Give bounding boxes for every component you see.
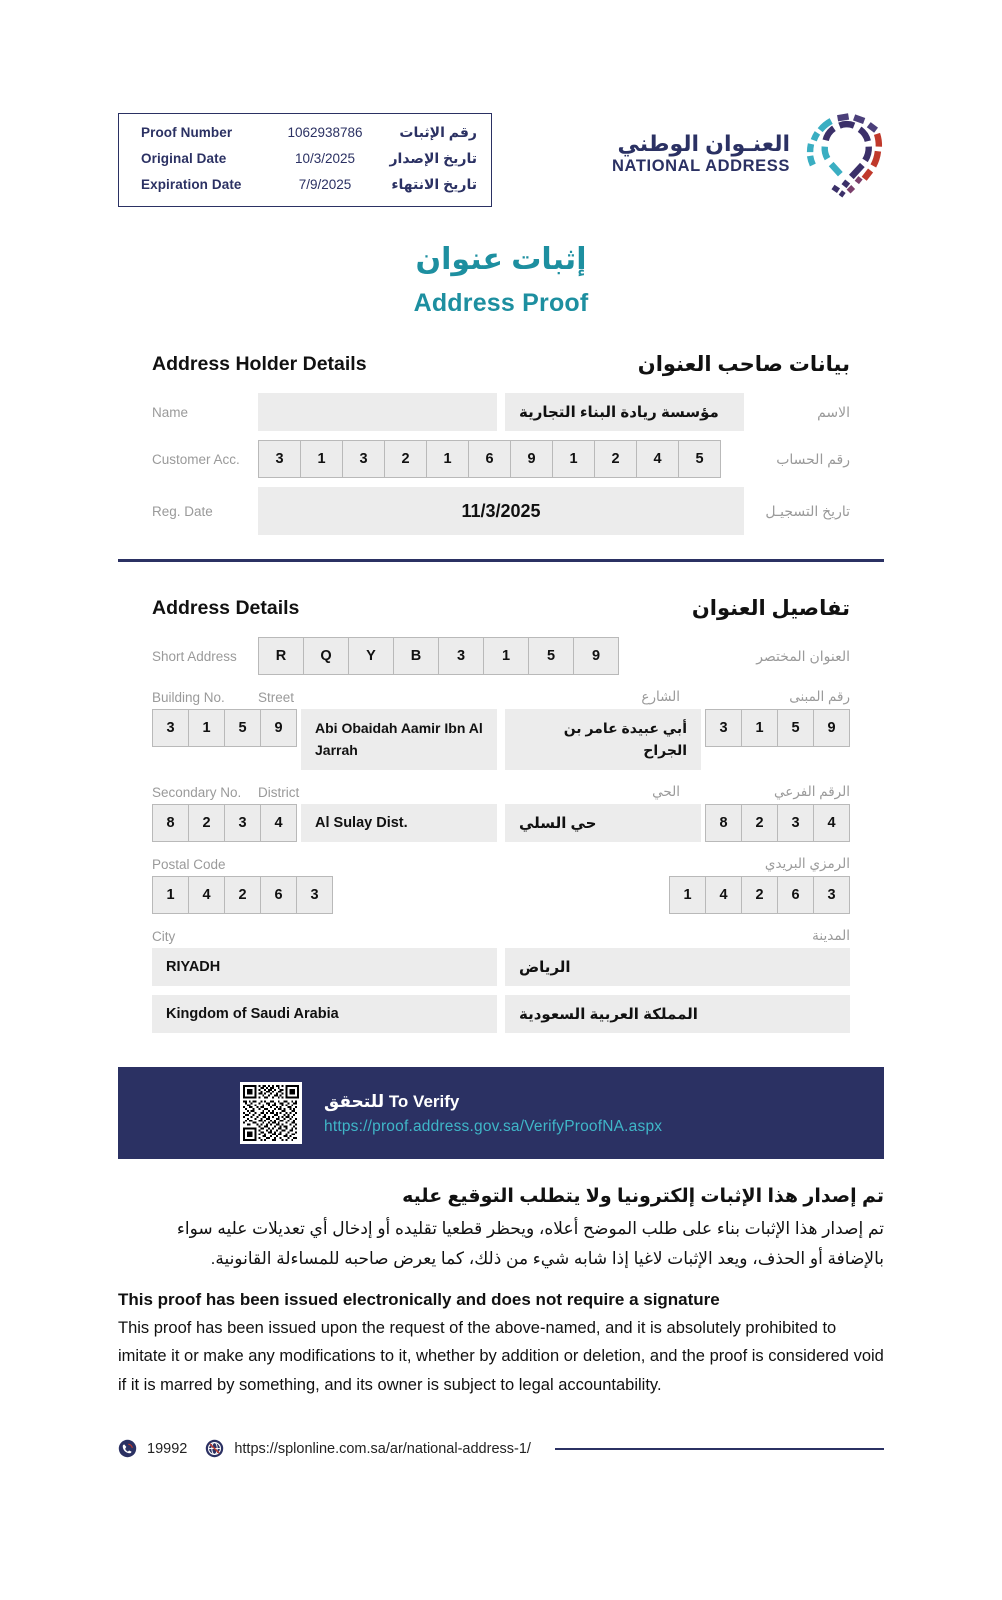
postal-label-en: Postal Code [152, 857, 226, 873]
char-cell: 4 [188, 876, 225, 914]
street-label-en: Street [258, 690, 295, 705]
short-address-row [152, 637, 850, 675]
char-cell: 2 [224, 876, 261, 914]
char-cell: 3 [342, 440, 385, 478]
customer-account-row [152, 440, 850, 478]
char-cell: 8 [152, 804, 189, 842]
city-label-en: City [152, 929, 176, 945]
name-value-ar: مؤسسة ريادة البناء التجارية [505, 393, 744, 431]
original-date-row [141, 150, 477, 176]
char-cell: 9 [813, 709, 850, 747]
address-holder-heading [152, 352, 850, 377]
proof-number-row [141, 124, 477, 150]
building-street-labels [152, 689, 850, 705]
char-cell: 9 [510, 440, 553, 478]
postal-digits-en [152, 876, 333, 914]
char-cell: R [258, 637, 304, 675]
char-cell: 1 [300, 440, 343, 478]
char-cell: 4 [260, 804, 297, 842]
customer-acc-label-en: Customer Acc. [152, 451, 240, 467]
footer-phone: 19992 [147, 1440, 188, 1457]
city-label-ar: المدينة [812, 928, 850, 944]
verify-title-en: To Verify [388, 1092, 460, 1111]
disclaimer-body-en: This proof has been issued upon the request of the above-named, and it is absolutely prohibited to imitate it or make any modifications to it, whether by addition or deletion, and the proof is considered void if it is marred by something, and its owner is subject to legal accountability. [118, 1318, 884, 1394]
proof-number-label-ar: رقم الإثبات [399, 124, 477, 140]
verify-url-link[interactable]: https://proof.address.gov.sa/VerifyProofNA.aspx [324, 1117, 663, 1135]
district-label-en: District [258, 785, 300, 801]
char-cell: 8 [705, 804, 742, 842]
city-labels [152, 928, 850, 944]
customer-acc-label-ar: رقم الحساب [776, 450, 850, 467]
expiration-date-value: 7/9/2025 [298, 177, 352, 192]
verify-banner [118, 1067, 884, 1159]
location-pin-logo-icon [798, 110, 890, 198]
char-cell: 3 [224, 804, 261, 842]
building-digits-en [152, 709, 297, 770]
building-label-ar: رقم المبنى [789, 689, 850, 704]
spacer [497, 995, 505, 1033]
secondary-district-row [152, 804, 850, 842]
char-cell: 9 [573, 637, 619, 675]
char-cell: 1 [669, 876, 706, 914]
verify-title [324, 1089, 662, 1115]
address-details-title-en: Address Details [152, 597, 300, 619]
secondary-digits-en [152, 804, 297, 842]
customer-acc-digits [258, 440, 721, 478]
country-value-en: Kingdom of Saudi Arabia [152, 995, 497, 1033]
char-cell: 1 [152, 876, 189, 914]
char-cell: 5 [777, 709, 814, 747]
disclaimer-heading-en: This proof has been issued electronically and does not require a signature [118, 1289, 720, 1309]
postal-row [152, 876, 850, 914]
address-details-title-ar: تفاصيل العنوان [691, 597, 850, 620]
address-holder-section [0, 352, 1002, 535]
char-cell: 6 [260, 876, 297, 914]
char-cell: 3 [777, 804, 814, 842]
char-cell: 5 [678, 440, 721, 478]
footer-url[interactable]: https://splonline.com.sa/ar/national-address-1/ [234, 1440, 531, 1457]
name-label-en: Name [152, 404, 189, 420]
reg-date-label-en: Reg. Date [152, 503, 213, 519]
address-details-section [0, 596, 1002, 1033]
char-cell: 3 [813, 876, 850, 914]
char-cell: 1 [552, 440, 595, 478]
verify-title-ar: للتحقق [324, 1092, 385, 1111]
verify-text [324, 1089, 662, 1138]
district-label-ar: الحي [652, 784, 680, 800]
name-label-ar: الاسم [817, 403, 850, 420]
proof-info-box [118, 113, 492, 207]
char-cell: 9 [260, 709, 297, 747]
postal-labels [152, 856, 850, 872]
logo-label-ar: العنـوان الوطني [617, 131, 790, 157]
street-value-ar: أبي عبيدة عامر بن الجراح [505, 709, 701, 770]
secondary-district-labels [152, 784, 850, 800]
short-address-chars [258, 637, 619, 675]
char-cell: 1 [483, 637, 529, 675]
char-cell: 4 [636, 440, 679, 478]
spacer [333, 876, 669, 914]
original-date-label-en: Original Date [141, 151, 227, 166]
section-divider [118, 559, 884, 562]
char-cell: 4 [813, 804, 850, 842]
short-address-label-ar: العنوان المختصر [756, 647, 850, 664]
char-cell: 1 [426, 440, 469, 478]
char-cell: 6 [777, 876, 814, 914]
char-cell: 1 [741, 709, 778, 747]
disclaimer-heading-ar: تم إصدار هذا الإثبات إلكترونيا ولا يتطلب التوقيع عليه [402, 1186, 884, 1208]
page-title-ar: إثبات عنوان [415, 243, 587, 276]
proof-number-value: 1062938786 [287, 125, 363, 140]
globe-icon [205, 1439, 224, 1458]
char-cell: 4 [705, 876, 742, 914]
char-cell: 3 [438, 637, 484, 675]
secondary-digits-ar [705, 804, 850, 842]
building-label-en: Building No. [152, 690, 225, 705]
char-cell: 6 [468, 440, 511, 478]
page-title-en: Address Proof [413, 289, 589, 317]
logo-label-en: NATIONAL ADDRESS [612, 157, 790, 176]
char-cell: 3 [705, 709, 742, 747]
building-street-row [152, 709, 850, 770]
postal-label-ar: الرمزي البريدي [764, 856, 850, 872]
char-cell: 2 [188, 804, 225, 842]
city-value-ar: الرياض [505, 948, 850, 986]
street-value-en: Abi Obaidah Aamir Ibn Al Jarrah [301, 709, 497, 770]
national-address-logo [600, 108, 890, 200]
country-row [152, 995, 850, 1033]
page-title [0, 242, 1002, 318]
name-row [152, 393, 850, 431]
phone-icon [118, 1439, 137, 1458]
city-row [152, 948, 850, 986]
char-cell: 5 [224, 709, 261, 747]
reg-date-row [152, 487, 850, 535]
char-cell: 2 [741, 876, 778, 914]
disclaimer-body-ar: تم إصدار هذا الإثبات بناء على طلب الموضح أعلاه، ويحظر قطعيا تقليده أو إدخال أي تعديلات عليه سواء بالإضافة أو الحذف، ويعد الإثبات لاغيا إذا شابه شيء من ذلك، كما يعرض صاحبه للمساءلة القانونية. [176, 1219, 884, 1269]
reg-date-label-ar: تاريخ التسجيـل [765, 502, 850, 519]
district-value-en: Al Sulay Dist. [301, 804, 497, 842]
footer-rule [555, 1448, 884, 1450]
country-value-ar: المملكة العربية السعودية [505, 995, 850, 1033]
expiration-date-row [141, 176, 477, 202]
short-address-label-en: Short Address [152, 648, 237, 664]
reg-date-value: 11/3/2025 [258, 487, 744, 535]
secondary-label-en: Secondary No. [152, 785, 242, 801]
secondary-label-ar: الرقم الفرعي [774, 784, 850, 800]
char-cell: 1 [188, 709, 225, 747]
name-value-en [258, 393, 497, 431]
char-cell: B [393, 637, 439, 675]
char-cell: 3 [152, 709, 189, 747]
proof-number-label-en: Proof Number [141, 125, 233, 140]
spacer [497, 709, 505, 770]
char-cell: 5 [528, 637, 574, 675]
document-footer [0, 1439, 1002, 1458]
original-date-label-ar: تاريخ الإصدار [389, 150, 477, 166]
address-holder-title-en: Address Holder Details [152, 353, 367, 375]
disclaimer-block [0, 1185, 1002, 1399]
building-digits-ar [705, 709, 850, 770]
qr-code-icon[interactable] [240, 1082, 302, 1144]
city-value-en: RIYADH [152, 948, 497, 986]
expiration-date-label-en: Expiration Date [141, 177, 242, 192]
original-date-value: 10/3/2025 [294, 151, 356, 166]
char-cell: Q [303, 637, 349, 675]
spacer [497, 948, 505, 986]
char-cell: Y [348, 637, 394, 675]
char-cell: 2 [384, 440, 427, 478]
spacer [497, 804, 505, 842]
document-header [0, 0, 1002, 192]
postal-digits-ar [669, 876, 850, 914]
district-value-ar: حي السلي [505, 804, 701, 842]
char-cell: 3 [296, 876, 333, 914]
address-details-heading [152, 596, 850, 621]
street-label-ar: الشارع [641, 689, 680, 704]
expiration-date-label-ar: تاريخ الانتهاء [391, 176, 477, 192]
address-holder-title-ar: بيانات صاحب العنوان [637, 353, 850, 376]
logo-text [612, 132, 790, 175]
char-cell: 2 [594, 440, 637, 478]
char-cell: 2 [741, 804, 778, 842]
char-cell: 3 [258, 440, 301, 478]
